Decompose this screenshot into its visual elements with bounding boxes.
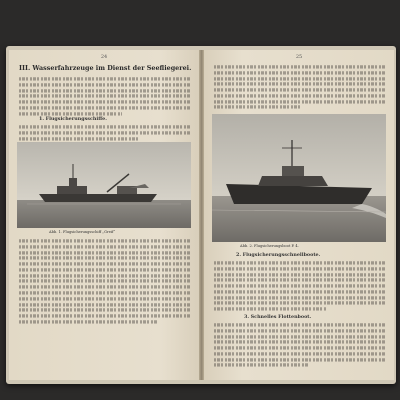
page-number-left: 24 [100, 54, 108, 60]
photo-boat-2 [212, 114, 386, 242]
paragraph-section-1 [19, 124, 191, 141]
left-page [9, 50, 199, 380]
paragraph-intro [19, 76, 191, 116]
photo-caption-1: Abb. 1. Flugsicherungsschiff „Greif“ [49, 230, 116, 234]
chapter-heading: III. Wasserfahrzeuge im Dienst der Seefliegerei. [19, 64, 192, 72]
section-heading-3: 3. Schnelles Flottenboot. [244, 314, 312, 320]
right-page [204, 50, 394, 380]
photo-ship-1 [17, 142, 191, 228]
section-heading-2: 2. Flugsicherungsschnellboote. [236, 252, 321, 258]
paragraph-section-1-continued [19, 238, 191, 325]
open-book [6, 46, 396, 384]
section-heading-1: 1. Flugsicherungsschiffe. [39, 116, 107, 122]
paragraph-right-top [214, 64, 386, 110]
paragraph-section-3 [214, 322, 386, 368]
photo-caption-2: Abb. 2. Flugsicherungsboot P. 4. [240, 244, 299, 248]
page-number-right: 25 [295, 54, 303, 60]
paragraph-section-2 [214, 260, 386, 312]
